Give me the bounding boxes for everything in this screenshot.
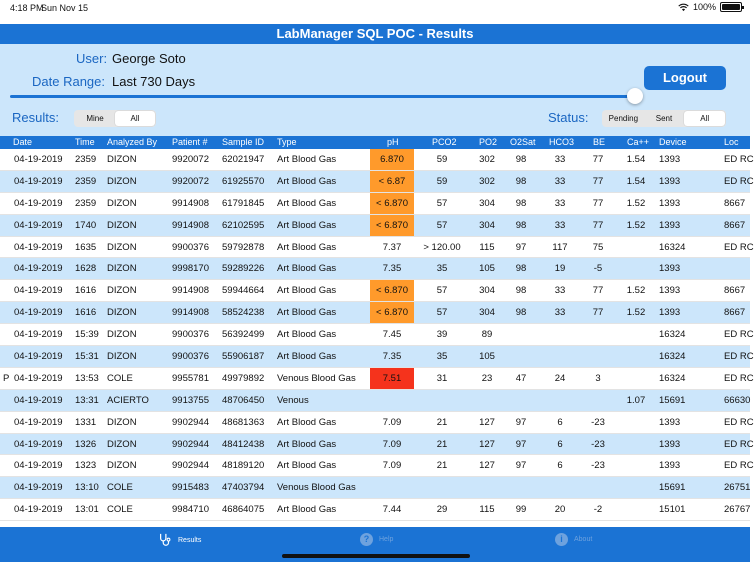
- cell-date: 04-19-2019: [14, 416, 63, 428]
- cell-be: 75: [592, 241, 604, 253]
- cell-po2: 127: [479, 460, 495, 472]
- cell-hco3: 33: [554, 197, 566, 209]
- cell-be: 77: [592, 197, 604, 209]
- cell-hco3: 6: [557, 438, 563, 450]
- cell-sample-id: 56392499: [222, 329, 265, 341]
- cell-po2: 23: [481, 372, 493, 384]
- column-ca[interactable]: Ca++: [627, 137, 650, 147]
- cell-sample-id: 59792878: [222, 241, 265, 253]
- cell-hco3: 6: [557, 460, 563, 472]
- cell-loc: 26751: [724, 482, 751, 494]
- cell-ca: 1.52: [626, 285, 646, 297]
- cell-patient-number: 9998170: [172, 263, 209, 275]
- table-row[interactable]: [0, 499, 750, 521]
- cell-hco3: 117: [552, 241, 568, 253]
- date-range-slider[interactable]: [10, 95, 635, 98]
- cell-patient-number: 9914908: [172, 197, 209, 209]
- cell-ca: 1.54: [626, 154, 646, 165]
- column-pco2[interactable]: PCO2: [432, 137, 457, 147]
- cell-patient-number: 9955781: [172, 372, 209, 384]
- info-icon: i: [555, 533, 568, 546]
- table-row[interactable]: [0, 302, 750, 324]
- cell-ph: < 6.870: [370, 193, 414, 214]
- table-row[interactable]: [0, 346, 754, 368]
- tab-help[interactable]: [360, 533, 393, 546]
- cell-loc: 66630: [724, 394, 751, 406]
- cell-o2sat: 97: [515, 460, 527, 472]
- tab-results[interactable]: [158, 533, 201, 547]
- clock-date: Sun Nov 15: [41, 3, 89, 13]
- cell-po2: 304: [479, 197, 495, 209]
- cell-device: 16324: [659, 372, 686, 384]
- column-analyzed-by[interactable]: Analyzed By: [107, 137, 158, 147]
- stethoscope-icon: [158, 533, 172, 547]
- cell-time: 1326: [75, 438, 97, 450]
- cell-ca: 1.52: [626, 219, 646, 231]
- cell-po2: 89: [481, 329, 493, 341]
- cell-date: 04-19-2019: [14, 482, 63, 494]
- status-option-sent[interactable]: Sent: [655, 114, 673, 123]
- cell-patient-number: 9902944: [172, 416, 209, 428]
- cell-device: 1393: [659, 175, 681, 187]
- cell-ph: 7.44: [382, 504, 402, 516]
- cell-time: 2359: [75, 175, 97, 187]
- cell-type: Art Blood Gas: [277, 416, 337, 428]
- cell-o2sat: 99: [515, 504, 527, 516]
- cell-ph: 7.09: [382, 438, 402, 450]
- cell-patient-number: 9902944: [172, 460, 209, 472]
- cell-type: Venous Blood Gas: [277, 372, 356, 384]
- cell-hco3: 33: [554, 175, 566, 187]
- wifi-icon: [678, 3, 689, 12]
- cell-o2sat: 98: [515, 219, 527, 231]
- column-ph[interactable]: pH: [387, 137, 399, 147]
- cell-pco2: 35: [436, 351, 448, 363]
- cell-o2sat: 98: [515, 307, 527, 319]
- question-icon: ?: [360, 533, 373, 546]
- cell-type: Art Blood Gas: [277, 307, 337, 319]
- cell-be: 77: [592, 219, 604, 231]
- cell-be: 77: [592, 307, 604, 319]
- cell-device: 1393: [659, 307, 681, 319]
- cell-o2sat: 98: [515, 175, 527, 187]
- cell-ph: [370, 390, 414, 411]
- cell-hco3: 24: [554, 372, 566, 384]
- cell-po2: 302: [479, 175, 495, 187]
- date-range-value: Last 730 Days: [112, 74, 196, 89]
- column-loc[interactable]: Loc: [724, 137, 739, 147]
- cell-analyzed-by: DIZON: [107, 175, 137, 187]
- cell-patient-number: 9915483: [172, 482, 209, 494]
- cell-loc: ED RC: [724, 329, 754, 341]
- cell-loc: ED RC: [724, 154, 754, 165]
- column-type[interactable]: Type: [277, 137, 297, 147]
- table-row[interactable]: [0, 280, 750, 302]
- cell-sample-id: 48681363: [222, 416, 265, 428]
- cell-type: Art Blood Gas: [277, 285, 337, 297]
- cell-date: 04-19-2019: [14, 460, 63, 472]
- app-title: LabManager SQL POC - Results: [0, 24, 750, 44]
- cell-analyzed-by: COLE: [107, 504, 133, 516]
- cell-pco2: 57: [436, 307, 448, 319]
- column-patient[interactable]: Patient #: [172, 137, 208, 147]
- cell-sample-id: 62102595: [222, 219, 265, 231]
- cell-date: 04-19-2019: [14, 175, 63, 187]
- cell-sample-id: 48189120: [222, 460, 265, 472]
- cell-type: Art Blood Gas: [277, 351, 337, 363]
- status-segmented-control: [602, 110, 726, 127]
- cell-hco3: 33: [554, 154, 566, 165]
- filter-panel: [0, 44, 750, 136]
- cell-device: 1393: [659, 285, 681, 297]
- cell-loc: ED RC: [724, 372, 754, 384]
- battery-icon: [720, 2, 742, 12]
- row-flag: P: [3, 372, 10, 384]
- status-option-all[interactable]: All: [684, 111, 725, 126]
- column-hco3[interactable]: HCO3: [549, 137, 575, 147]
- results-table: [0, 149, 754, 521]
- column-device[interactable]: Device: [659, 137, 687, 147]
- cell-date: 04-19-2019: [14, 241, 63, 253]
- cell-date: 04-19-2019: [14, 285, 63, 297]
- cell-patient-number: 9920072: [172, 175, 209, 187]
- cell-patient-number: 9914908: [172, 219, 209, 231]
- cell-pco2: > 120.00: [423, 241, 461, 253]
- cell-be: -23: [591, 438, 605, 450]
- cell-date: 04-19-2019: [14, 329, 63, 341]
- cell-pco2: 35: [436, 263, 448, 275]
- cell-time: 2359: [75, 197, 97, 209]
- column-sample-id[interactable]: Sample ID: [222, 137, 265, 147]
- cell-type: Art Blood Gas: [277, 438, 337, 450]
- cell-pco2: 29: [436, 504, 448, 516]
- cell-analyzed-by: DIZON: [107, 438, 137, 450]
- cell-be: 77: [592, 285, 604, 297]
- table-row[interactable]: [0, 412, 754, 434]
- cell-patient-number: 9902944: [172, 438, 209, 450]
- cell-analyzed-by: ACIERTO: [107, 394, 149, 406]
- tab-help-label: Help: [379, 536, 394, 543]
- cell-time: 15:39: [75, 329, 99, 341]
- battery-percent: 100%: [692, 2, 716, 12]
- column-date[interactable]: Date: [13, 137, 33, 147]
- cell-time: 2359: [75, 154, 97, 165]
- table-row[interactable]: [0, 237, 754, 259]
- cell-loc: 8667: [724, 307, 746, 319]
- cell-type: Art Blood Gas: [277, 460, 337, 472]
- cell-type: Art Blood Gas: [277, 263, 337, 275]
- cell-type: Art Blood Gas: [277, 219, 337, 231]
- cell-analyzed-by: COLE: [107, 372, 133, 384]
- cell-be: -2: [593, 504, 603, 516]
- cell-date: 04-19-2019: [14, 351, 63, 363]
- cell-date: 04-19-2019: [14, 219, 63, 231]
- cell-be: -23: [591, 460, 605, 472]
- cell-device: 1393: [659, 219, 681, 231]
- table-row[interactable]: [0, 171, 754, 193]
- cell-hco3: 6: [557, 416, 563, 428]
- cell-patient-number: 9900376: [172, 329, 209, 341]
- cell-po2: 105: [479, 263, 495, 275]
- cell-pco2: 21: [436, 460, 448, 472]
- cell-po2: 302: [479, 154, 495, 165]
- cell-date: 04-19-2019: [14, 263, 63, 275]
- cell-type: Venous Blood Gas: [277, 482, 356, 494]
- results-table-header: [0, 136, 750, 149]
- cell-loc: ED RC: [724, 175, 754, 187]
- cell-analyzed-by: DIZON: [107, 307, 137, 319]
- cell-be: 3: [595, 372, 601, 384]
- cell-type: Art Blood Gas: [277, 329, 337, 341]
- status-bar: [0, 0, 750, 20]
- cell-po2: 127: [479, 438, 495, 450]
- cell-po2: 127: [479, 416, 495, 428]
- cell-analyzed-by: DIZON: [107, 154, 137, 165]
- results-segmented-control: [74, 110, 156, 127]
- cell-type: Art Blood Gas: [277, 197, 337, 209]
- cell-pco2: 39: [436, 329, 448, 341]
- cell-device: 15101: [659, 504, 686, 516]
- cell-ca: 1.54: [626, 175, 646, 187]
- cell-patient-number: 9900376: [172, 351, 209, 363]
- cell-po2: 115: [479, 504, 495, 516]
- cell-o2sat: 98: [515, 263, 527, 275]
- column-po2[interactable]: PO2: [479, 137, 498, 147]
- cell-o2sat: 98: [515, 154, 527, 165]
- cell-sample-id: 47403794: [222, 482, 265, 494]
- cell-sample-id: 58524238: [222, 307, 265, 319]
- column-be[interactable]: BE: [593, 137, 606, 147]
- cell-time: 1323: [75, 460, 97, 472]
- cell-pco2: 59: [436, 154, 448, 165]
- cell-device: 15691: [659, 482, 686, 494]
- home-indicator: [282, 554, 470, 558]
- cell-device: 1393: [659, 263, 681, 275]
- cell-sample-id: 48412438: [222, 438, 265, 450]
- cell-be: -5: [593, 263, 603, 275]
- cell-time: 13:31: [75, 394, 99, 406]
- cell-type: Art Blood Gas: [277, 504, 337, 516]
- cell-analyzed-by: DIZON: [107, 351, 137, 363]
- cell-sample-id: 55906187: [222, 351, 265, 363]
- cell-ph: 7.35: [382, 351, 402, 363]
- cell-o2sat: 97: [515, 438, 527, 450]
- cell-type: Venous: [277, 394, 309, 406]
- cell-analyzed-by: COLE: [107, 482, 133, 494]
- clock-time: 4:18 PM: [10, 3, 44, 13]
- cell-po2: 115: [479, 241, 495, 253]
- cell-ph: < 6.87: [370, 171, 414, 192]
- cell-pco2: 59: [436, 175, 448, 187]
- cell-sample-id: 62021947: [222, 154, 265, 165]
- cell-date: 04-19-2019: [14, 154, 63, 165]
- cell-loc: ED RC: [724, 416, 754, 428]
- user-value: George Soto: [112, 51, 186, 66]
- cell-loc: ED RC: [724, 351, 754, 363]
- cell-loc: ED RC: [724, 241, 754, 253]
- cell-pco2: 57: [436, 219, 448, 231]
- cell-time: 1628: [75, 263, 97, 275]
- cell-o2sat: 97: [515, 241, 527, 253]
- tab-results-label: Results: [178, 536, 202, 544]
- cell-device: 1393: [659, 197, 681, 209]
- cell-hco3: 19: [554, 263, 566, 275]
- status-option-pending[interactable]: Pending: [608, 114, 639, 123]
- cell-sample-id: 59289226: [222, 263, 265, 275]
- cell-time: 1740: [75, 219, 97, 231]
- cell-patient-number: 9913755: [172, 394, 209, 406]
- cell-device: 1393: [659, 416, 681, 428]
- cell-type: Art Blood Gas: [277, 241, 337, 253]
- cell-ph: < 6.870: [370, 280, 414, 301]
- cell-device: 1393: [659, 154, 681, 165]
- cell-loc: ED RC: [724, 438, 754, 450]
- cell-po2: 304: [479, 307, 495, 319]
- table-row[interactable]: [0, 258, 750, 280]
- table-row[interactable]: [0, 368, 754, 390]
- cell-analyzed-by: DIZON: [107, 197, 137, 209]
- results-label: Results:: [12, 110, 59, 125]
- cell-ph: 7.09: [382, 460, 402, 472]
- cell-device: 15691: [659, 394, 686, 406]
- status-label: Status:: [548, 110, 589, 125]
- cell-analyzed-by: DIZON: [107, 285, 137, 297]
- cell-hco3: 33: [554, 285, 566, 297]
- cell-device: 1393: [659, 460, 681, 472]
- cell-po2: 304: [479, 285, 495, 297]
- cell-date: 04-19-2019: [14, 438, 63, 450]
- tab-about[interactable]: [555, 533, 592, 546]
- cell-type: Art Blood Gas: [277, 175, 337, 187]
- cell-patient-number: 9914908: [172, 285, 209, 297]
- cell-o2sat: 47: [515, 372, 527, 384]
- table-row[interactable]: [0, 390, 750, 412]
- cell-analyzed-by: DIZON: [107, 329, 137, 341]
- cell-be: 77: [592, 175, 604, 187]
- cell-o2sat: 98: [515, 285, 527, 297]
- cell-patient-number: 9900376: [172, 241, 209, 253]
- cell-ca: 1.52: [626, 307, 646, 319]
- cell-po2: 304: [479, 219, 495, 231]
- cell-time: 13:53: [75, 372, 99, 384]
- cell-analyzed-by: DIZON: [107, 241, 137, 253]
- tab-about-label: About: [574, 536, 593, 543]
- cell-sample-id: 49979892: [222, 372, 265, 384]
- cell-date: 04-19-2019: [14, 504, 63, 516]
- cell-ph: 7.35: [382, 263, 402, 275]
- cell-time: 1331: [75, 416, 97, 428]
- cell-analyzed-by: DIZON: [107, 219, 137, 231]
- cell-loc: 8667: [724, 285, 746, 297]
- cell-sample-id: 61925570: [222, 175, 265, 187]
- cell-pco2: 21: [436, 416, 448, 428]
- table-row[interactable]: [0, 324, 754, 346]
- cell-date: 04-19-2019: [14, 394, 63, 406]
- cell-ph: 7.45: [382, 329, 402, 341]
- cell-be: 77: [592, 154, 604, 165]
- column-o2sat[interactable]: O2Sat: [510, 137, 536, 147]
- cell-loc: 8667: [724, 219, 746, 231]
- cell-loc: 8667: [724, 197, 746, 209]
- user-label: User:: [76, 51, 108, 66]
- column-time[interactable]: Time: [75, 137, 95, 147]
- cell-time: 1616: [75, 307, 97, 319]
- cell-patient-number: 9984710: [172, 504, 209, 516]
- cell-hco3: 33: [554, 219, 566, 231]
- cell-analyzed-by: DIZON: [107, 416, 137, 428]
- cell-device: 16324: [659, 351, 686, 363]
- cell-be: -23: [591, 416, 605, 428]
- cell-sample-id: 46864075: [222, 504, 265, 516]
- results-option-all[interactable]: All: [115, 111, 155, 126]
- cell-sample-id: 61791845: [222, 197, 265, 209]
- cell-device: 16324: [659, 241, 686, 253]
- cell-ca: 1.07: [626, 394, 646, 406]
- table-row[interactable]: [0, 434, 754, 456]
- cell-pco2: 21: [436, 438, 448, 450]
- cell-hco3: 20: [554, 504, 566, 516]
- cell-date: 04-19-2019: [14, 197, 63, 209]
- cell-ph: [370, 477, 414, 498]
- cell-date: 04-19-2019: [14, 307, 63, 319]
- cell-device: 1393: [659, 438, 681, 450]
- cell-analyzed-by: DIZON: [107, 460, 137, 472]
- cell-loc: ED RC: [724, 460, 754, 472]
- cell-ph: < 6.870: [370, 215, 414, 236]
- results-option-mine[interactable]: Mine: [86, 114, 104, 123]
- table-row[interactable]: [0, 193, 750, 215]
- cell-sample-id: 59944664: [222, 285, 265, 297]
- cell-time: 15:31: [75, 351, 99, 363]
- cell-time: 13:10: [75, 482, 99, 494]
- cell-time: 1635: [75, 241, 97, 253]
- cell-ph: 7.09: [382, 416, 402, 428]
- cell-loc: 26767: [724, 504, 751, 516]
- cell-type: Art Blood Gas: [277, 154, 337, 165]
- logout-button[interactable]: Logout: [644, 66, 726, 90]
- cell-time: 13:01: [75, 504, 99, 516]
- cell-hco3: 33: [554, 307, 566, 319]
- cell-o2sat: 98: [515, 197, 527, 209]
- table-row[interactable]: [0, 215, 750, 237]
- cell-o2sat: 97: [515, 416, 527, 428]
- cell-ph: 7.37: [382, 241, 402, 253]
- cell-ph: 7.51: [370, 368, 414, 389]
- table-row[interactable]: [0, 477, 750, 499]
- cell-device: 16324: [659, 329, 686, 341]
- cell-pco2: 31: [436, 372, 448, 384]
- cell-ph: 6.870: [370, 149, 414, 170]
- cell-po2: 105: [479, 351, 495, 363]
- cell-date: 04-19-2019: [14, 372, 63, 384]
- date-range-slider-thumb[interactable]: [627, 88, 643, 104]
- cell-time: 1616: [75, 285, 97, 297]
- cell-patient-number: 9920072: [172, 154, 209, 165]
- cell-analyzed-by: DIZON: [107, 263, 137, 275]
- table-row[interactable]: [0, 455, 754, 477]
- cell-ca: 1.52: [626, 197, 646, 209]
- cell-pco2: 57: [436, 285, 448, 297]
- cell-sample-id: 48706450: [222, 394, 265, 406]
- cell-ph: < 6.870: [370, 302, 414, 323]
- table-row[interactable]: [0, 149, 754, 171]
- cell-patient-number: 9914908: [172, 307, 209, 319]
- cell-pco2: 57: [436, 197, 448, 209]
- date-range-label: Date Range:: [32, 74, 105, 89]
